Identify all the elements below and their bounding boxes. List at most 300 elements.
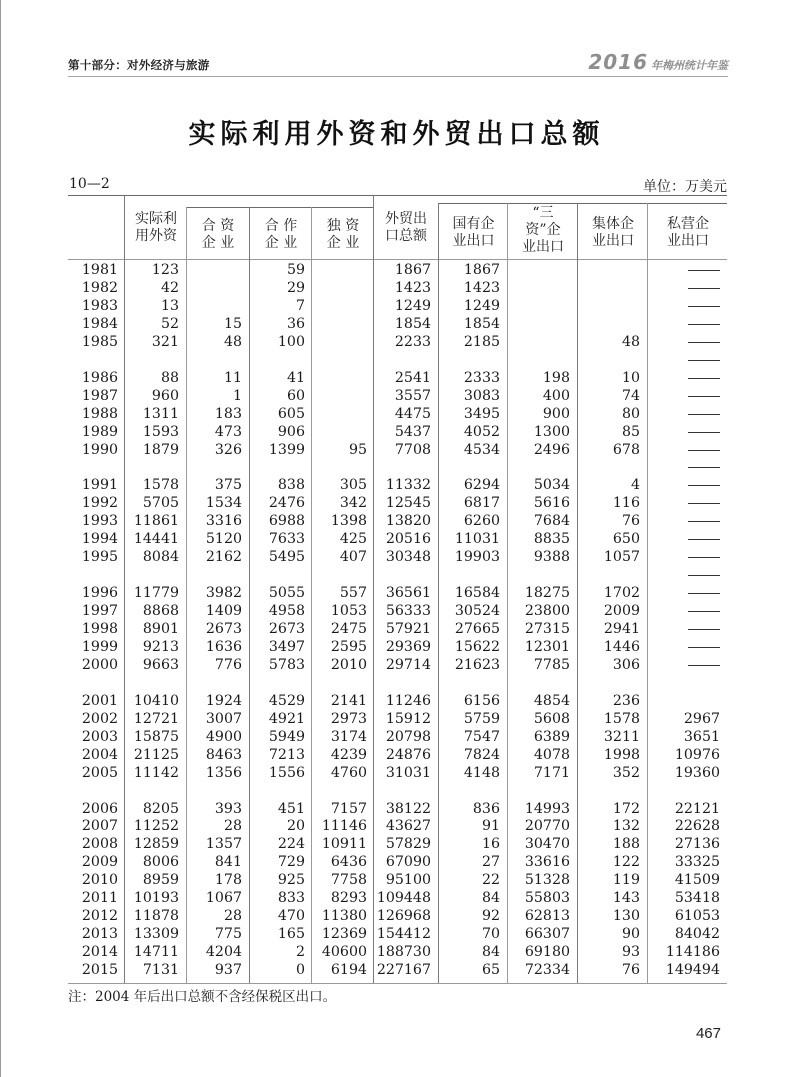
cell-three-capital-export: 7785: [533, 656, 570, 673]
cell-wholly-owned: 1398: [330, 513, 367, 530]
header-line: 合 资: [201, 218, 235, 234]
not-applicable-dash: [688, 575, 720, 576]
cell-export-total: 109448: [376, 890, 431, 907]
cell-year: 1987: [81, 387, 118, 404]
cell-joint-venture: 5120: [205, 531, 242, 548]
cell-year: 2009: [81, 854, 118, 871]
cell-cooperative: 6988: [268, 513, 305, 530]
cell-year: 2007: [81, 818, 118, 835]
cell-cooperative: 2673: [268, 621, 305, 637]
table-row: [68, 297, 727, 315]
cell-collective-export: 93: [621, 944, 640, 961]
cell-year: 1993: [81, 513, 118, 530]
header-line: 合 作: [264, 218, 298, 234]
header-cooperative: [251, 218, 311, 252]
cell-three-capital-export: 7171: [533, 764, 570, 781]
cell-three-capital-export: 5616: [533, 495, 570, 512]
cell-three-capital-export: 14993: [524, 800, 570, 817]
cell-collective-export: 1998: [603, 746, 640, 763]
cell-cooperative: 59: [286, 262, 305, 278]
cell-soe-export: 4052: [463, 423, 500, 440]
cell-soe-export: 3083: [463, 387, 500, 404]
cell-joint-venture: 15: [223, 315, 242, 332]
cell-fdi-total: 1578: [142, 477, 179, 494]
cell-fdi-total: 7131: [142, 962, 179, 979]
cell-cooperative: 4921: [268, 710, 305, 727]
cell-export-total: 29369: [385, 638, 431, 655]
table-row: [68, 728, 727, 746]
header-joint-venture: [188, 218, 248, 252]
cell-fdi-total: 8901: [142, 621, 179, 637]
cell-wholly-owned: 4760: [330, 764, 367, 781]
cell-joint-venture: 1356: [205, 764, 242, 781]
cell-three-capital-export: 55803: [524, 890, 570, 907]
cell-export-total: 4475: [394, 405, 431, 422]
cell-fdi-total: 8959: [142, 872, 179, 889]
cell-joint-venture: 841: [214, 854, 242, 871]
cell-joint-venture: 178: [214, 872, 242, 889]
spacer-row: [68, 566, 727, 584]
table-bottom-rule: [68, 983, 727, 984]
header-line: 国有企: [452, 216, 495, 232]
cell-cooperative: 5495: [268, 549, 305, 566]
cell-collective-export: 352: [612, 764, 640, 781]
cell-cooperative: 838: [277, 477, 305, 494]
cell-year: 1983: [81, 297, 118, 314]
table-row: [68, 476, 727, 494]
cell-export-total: 1423: [394, 279, 431, 296]
cell-collective-export: 85: [621, 423, 640, 440]
cell-three-capital-export: 33616: [524, 854, 570, 871]
cell-cooperative: 36: [286, 315, 305, 332]
cell-wholly-owned: 557: [339, 585, 367, 602]
cell-cooperative: 5055: [268, 585, 305, 602]
table-row: [68, 387, 727, 405]
cell-year: 1994: [81, 531, 118, 548]
cell-cooperative: 7: [295, 297, 305, 314]
table-row: [68, 817, 727, 835]
cell-cooperative: 925: [277, 872, 305, 889]
cell-soe-export: 2333: [463, 369, 500, 386]
not-applicable-dash: [688, 432, 720, 433]
table-row: [68, 638, 727, 656]
cell-soe-export: 4534: [463, 441, 500, 458]
header-line: 资”企: [525, 222, 561, 238]
cell-joint-venture: 3007: [205, 710, 242, 727]
cell-private-export: 22628: [674, 818, 720, 835]
cell-soe-export: 836: [472, 800, 500, 817]
cell-joint-venture: 3316: [205, 513, 242, 530]
cell-export-total: 15912: [385, 710, 431, 727]
cell-three-capital-export: 30470: [524, 836, 570, 853]
cell-cooperative: 60: [286, 387, 305, 404]
cell-joint-venture: 28: [223, 908, 242, 925]
cell-joint-venture: 1357: [205, 836, 242, 853]
cell-wholly-owned: 6436: [330, 854, 367, 871]
cell-export-total: 3557: [394, 387, 431, 404]
cell-cooperative: 224: [277, 836, 305, 853]
table-row: [68, 853, 727, 871]
cell-wholly-owned: 2595: [330, 638, 367, 655]
cell-year: 2013: [81, 926, 118, 943]
cell-three-capital-export: 18275: [524, 585, 570, 602]
cell-private-export: 2967: [683, 710, 720, 727]
cell-soe-export: 65: [481, 962, 500, 979]
spacer-row: [68, 782, 727, 800]
cell-export-total: 12545: [385, 495, 431, 512]
cell-year: 1985: [81, 333, 118, 350]
export-subheader-rule: [438, 203, 727, 204]
table-row: [68, 441, 727, 459]
cell-export-total: 154412: [376, 926, 431, 943]
cell-export-total: 2541: [394, 369, 431, 386]
table-row: [68, 512, 727, 530]
cell-three-capital-export: 12301: [524, 638, 570, 655]
cell-fdi-total: 15875: [133, 728, 179, 745]
cell-cooperative: 2: [295, 944, 305, 961]
cell-wholly-owned: 305: [339, 477, 367, 494]
cell-wholly-owned: 11146: [321, 818, 367, 835]
cell-fdi-total: 52: [160, 315, 179, 332]
cell-cooperative: 165: [277, 926, 305, 943]
unit-label: 单位：万美元: [643, 179, 727, 195]
not-applicable-dash: [688, 467, 720, 468]
cell-year: 1997: [81, 603, 118, 620]
cell-fdi-total: 11861: [133, 513, 179, 530]
cell-collective-export: 122: [612, 854, 640, 871]
cell-soe-export: 15622: [454, 638, 500, 655]
cell-export-total: 30348: [385, 549, 431, 566]
cell-export-total: 2233: [394, 333, 431, 350]
cell-joint-venture: 28: [223, 818, 242, 835]
header-bottom-rule: [68, 259, 727, 260]
cell-joint-venture: 183: [214, 405, 242, 422]
cell-fdi-total: 123: [151, 262, 179, 278]
cell-export-total: 43627: [385, 818, 431, 835]
cell-joint-venture: 776: [214, 656, 242, 673]
not-applicable-dash: [688, 450, 720, 451]
yearbook-year: 2016: [588, 50, 648, 74]
cell-collective-export: 90: [621, 926, 640, 943]
cell-joint-venture: 8463: [205, 746, 242, 763]
cell-fdi-total: 8205: [142, 800, 179, 817]
cell-year: 2002: [81, 710, 118, 727]
cell-joint-venture: 3982: [205, 585, 242, 602]
cell-private-export: 27136: [674, 836, 720, 853]
cell-collective-export: 132: [612, 818, 640, 835]
cell-three-capital-export: 2496: [533, 441, 570, 458]
cell-joint-venture: 326: [214, 441, 242, 458]
header-private-export: [649, 216, 727, 250]
cell-wholly-owned: 12369: [321, 926, 367, 943]
cell-year: 2012: [81, 908, 118, 925]
cell-fdi-total: 321: [151, 333, 179, 350]
cell-cooperative: 451: [277, 800, 305, 817]
yearbook-label: [588, 50, 728, 74]
cell-private-export: 41509: [674, 872, 720, 889]
cell-export-total: 1867: [394, 262, 431, 278]
table-row: [68, 315, 727, 333]
cell-soe-export: 7824: [463, 746, 500, 763]
header-line: 实际利: [135, 211, 177, 227]
cell-joint-venture: 937: [214, 962, 242, 979]
section-label: 第十部分：对外经济与旅游: [68, 58, 210, 72]
cell-export-total: 5437: [394, 423, 431, 440]
not-applicable-dash: [688, 665, 720, 666]
header-soe-export: [440, 216, 507, 250]
page-number: 467: [695, 1025, 721, 1042]
cell-wholly-owned: 2141: [330, 692, 367, 709]
cell-collective-export: 76: [621, 962, 640, 979]
cell-collective-export: 1057: [603, 549, 640, 566]
cell-fdi-total: 10410: [133, 692, 179, 709]
not-applicable-dash: [688, 360, 720, 361]
cell-wholly-owned: 10911: [321, 836, 367, 853]
page-edge: [0, 0, 1, 1077]
cell-joint-venture: 48: [223, 333, 242, 350]
table-row: [68, 764, 727, 782]
header-line: 业出口: [592, 233, 634, 249]
table-row: [68, 423, 727, 441]
cell-cooperative: 29: [286, 279, 305, 296]
cell-three-capital-export: 51328: [524, 872, 570, 889]
cell-wholly-owned: 1053: [330, 603, 367, 620]
table-row: [68, 710, 727, 728]
cell-year: 1991: [81, 477, 118, 494]
cell-private-export: 53418: [674, 890, 720, 907]
cell-year: 1998: [81, 621, 118, 637]
table-row: [68, 530, 727, 548]
cell-year: 1990: [81, 441, 118, 458]
cell-three-capital-export: 4854: [533, 692, 570, 709]
cell-soe-export: 11031: [454, 531, 500, 548]
cell-collective-export: 172: [612, 800, 640, 817]
cell-fdi-total: 11878: [133, 908, 179, 925]
cell-export-total: 13820: [385, 513, 431, 530]
cell-three-capital-export: 66307: [524, 926, 570, 943]
cell-export-total: 31031: [385, 764, 431, 781]
cell-export-total: 24876: [385, 746, 431, 763]
cell-export-total: 56333: [385, 603, 431, 620]
not-applicable-dash: [688, 378, 720, 379]
cell-wholly-owned: 425: [339, 531, 367, 548]
table-row: [68, 907, 727, 925]
table-top-rule: [68, 195, 727, 196]
cell-three-capital-export: 20770: [524, 818, 570, 835]
cell-cooperative: 729: [277, 854, 305, 871]
cell-three-capital-export: 6389: [533, 728, 570, 745]
cell-three-capital-export: 900: [542, 405, 570, 422]
cell-wholly-owned: 95: [348, 441, 367, 458]
not-applicable-dash: [688, 557, 720, 558]
cell-three-capital-export: 5034: [533, 477, 570, 494]
table-row: [68, 692, 727, 710]
cell-export-total: 20798: [385, 728, 431, 745]
cell-export-total: 38122: [385, 800, 431, 817]
cell-soe-export: 84: [481, 944, 500, 961]
cell-collective-export: 74: [621, 387, 640, 404]
cell-soe-export: 6294: [463, 477, 500, 494]
cell-joint-venture: 2162: [205, 549, 242, 566]
table-row: [68, 835, 727, 853]
cell-three-capital-export: 9388: [533, 549, 570, 566]
header-line: “三: [532, 205, 554, 221]
cell-joint-venture: 393: [214, 800, 242, 817]
cell-cooperative: 906: [277, 423, 305, 440]
cell-export-total: 1249: [394, 297, 431, 314]
header-line: 用外资: [135, 228, 177, 244]
table-row: [68, 584, 727, 602]
not-applicable-dash: [688, 414, 720, 415]
cell-fdi-total: 11142: [133, 764, 179, 781]
page-title: 实际利用外资和外贸出口总额: [188, 119, 605, 150]
cell-joint-venture: 1: [232, 387, 242, 404]
header-line: 业出口: [452, 233, 495, 249]
not-applicable-dash: [688, 647, 720, 648]
cell-year: 1988: [81, 405, 118, 422]
header-line: 外贸出: [385, 211, 427, 227]
cell-private-export: 10976: [674, 746, 720, 763]
cell-export-total: 188730: [376, 944, 431, 961]
cell-soe-export: 3495: [463, 405, 500, 422]
cell-private-export: 3651: [683, 728, 720, 745]
cell-wholly-owned: 2010: [330, 656, 367, 673]
header-export-total: [374, 211, 438, 245]
cell-wholly-owned: 40600: [321, 944, 367, 961]
table-row: [68, 261, 727, 279]
cell-three-capital-export: 23800: [524, 603, 570, 620]
table-row: [68, 369, 727, 387]
cell-collective-export: 1446: [603, 638, 640, 655]
cell-collective-export: 678: [612, 441, 640, 458]
not-applicable-dash: [688, 503, 720, 504]
cell-wholly-owned: 2475: [330, 621, 367, 637]
cell-soe-export: 1854: [463, 315, 500, 332]
cell-export-total: 1854: [394, 315, 431, 332]
cell-fdi-total: 1593: [142, 423, 179, 440]
table-row: [68, 871, 727, 889]
cell-cooperative: 5949: [268, 728, 305, 745]
cell-collective-export: 3211: [603, 728, 640, 745]
cell-soe-export: 6260: [463, 513, 500, 530]
cell-fdi-total: 13309: [133, 926, 179, 943]
not-applicable-dash: [688, 593, 720, 594]
cell-cooperative: 4958: [268, 603, 305, 620]
cell-collective-export: 76: [621, 513, 640, 530]
not-applicable-dash: [688, 629, 720, 630]
cell-collective-export: 119: [612, 872, 640, 889]
cell-fdi-total: 42: [160, 279, 179, 296]
cell-cooperative: 41: [286, 369, 305, 386]
cell-year: 1986: [81, 369, 118, 386]
cell-export-total: 20516: [385, 531, 431, 548]
cell-year: 2010: [81, 872, 118, 889]
cell-fdi-total: 9663: [142, 656, 179, 673]
cell-year: 2011: [81, 890, 118, 907]
cell-wholly-owned: 7157: [330, 800, 367, 817]
cell-year: 2005: [81, 764, 118, 781]
cell-year: 2014: [81, 944, 118, 961]
header-line: 集体企: [592, 216, 634, 232]
table-row: [68, 548, 727, 566]
cell-private-export: 19360: [674, 764, 720, 781]
cell-cooperative: 5783: [268, 656, 305, 673]
cell-collective-export: 143: [612, 890, 640, 907]
cell-fdi-total: 8084: [142, 549, 179, 566]
cell-three-capital-export: 8835: [533, 531, 570, 548]
not-applicable-dash: [688, 270, 720, 271]
cell-export-total: 126968: [376, 908, 431, 925]
table-row: [68, 656, 727, 674]
header-line: 独 资: [326, 218, 360, 234]
cell-fdi-total: 8868: [142, 603, 179, 620]
cell-year: 1996: [81, 585, 118, 602]
cell-cooperative: 100: [277, 333, 305, 350]
cell-fdi-total: 9213: [142, 638, 179, 655]
cell-soe-export: 27665: [454, 621, 500, 637]
header-line: 业出口: [667, 233, 709, 249]
spacer-row: [68, 458, 727, 476]
table-row: [68, 333, 727, 351]
header-wholly-owned: [313, 218, 373, 252]
cell-wholly-owned: 3174: [330, 728, 367, 745]
cell-fdi-total: 1311: [142, 405, 179, 422]
cell-export-total: 57921: [385, 621, 431, 637]
cell-year: 1982: [81, 279, 118, 296]
cell-cooperative: 1399: [268, 441, 305, 458]
cell-joint-venture: 1067: [205, 890, 242, 907]
cell-soe-export: 22: [481, 872, 500, 889]
cell-fdi-total: 10193: [133, 890, 179, 907]
cell-soe-export: 4148: [463, 764, 500, 781]
cell-export-total: 7708: [394, 441, 431, 458]
cell-cooperative: 20: [286, 818, 305, 835]
cell-export-total: 57829: [385, 836, 431, 853]
cell-cooperative: 833: [277, 890, 305, 907]
cell-collective-export: 80: [621, 405, 640, 422]
cell-soe-export: 1249: [463, 297, 500, 314]
cell-three-capital-export: 4078: [533, 746, 570, 763]
header-line: 企 业: [326, 235, 360, 251]
spacer-row: [68, 351, 727, 369]
cell-three-capital-export: 7684: [533, 513, 570, 530]
cell-cooperative: 470: [277, 908, 305, 925]
not-applicable-dash: [688, 288, 720, 289]
cell-collective-export: 116: [612, 495, 640, 512]
cell-private-export: 84042: [674, 926, 720, 943]
cell-joint-venture: 1924: [205, 692, 242, 709]
header-line: 企 业: [201, 235, 235, 251]
cell-wholly-owned: 407: [339, 549, 367, 566]
cell-soe-export: 16: [481, 836, 500, 853]
cell-cooperative: 3497: [268, 638, 305, 655]
cell-joint-venture: 473: [214, 423, 242, 440]
cell-joint-venture: 375: [214, 477, 242, 494]
cell-year: 2000: [81, 656, 118, 673]
cell-collective-export: 2941: [603, 621, 640, 637]
cell-private-export: 149494: [665, 962, 720, 979]
cell-three-capital-export: 400: [542, 387, 570, 404]
cell-year: 1981: [81, 262, 118, 278]
table-number: 10—2: [69, 176, 110, 192]
cell-soe-export: 70: [481, 926, 500, 943]
header-line: 口总额: [385, 228, 427, 244]
cell-fdi-total: 11252: [133, 818, 179, 835]
table-row: [68, 279, 727, 297]
table-row: [68, 602, 727, 620]
cell-export-total: 11246: [385, 692, 431, 709]
cell-soe-export: 1423: [463, 279, 500, 296]
